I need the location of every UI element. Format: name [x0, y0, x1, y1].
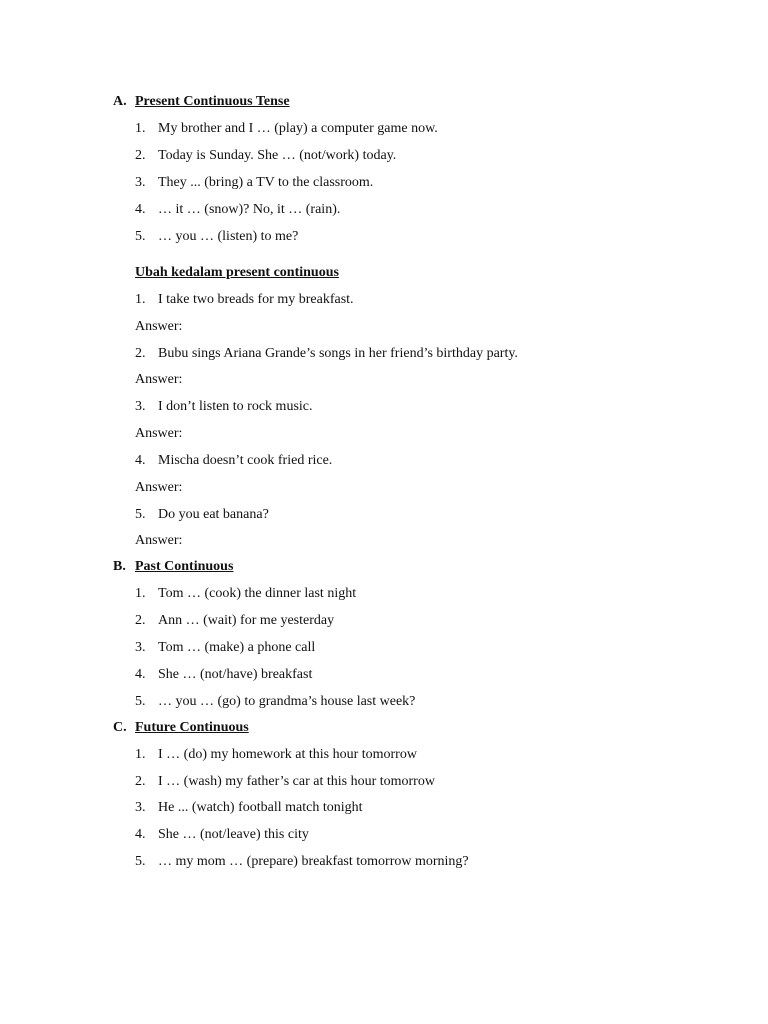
answer-label: Answer:	[135, 319, 183, 334]
item-number: 5.	[135, 229, 146, 244]
answer-label: Answer:	[135, 480, 183, 495]
item-number: 1.	[135, 292, 146, 307]
item-number: 3.	[135, 175, 146, 190]
list-item	[135, 667, 312, 683]
list-item	[135, 586, 356, 602]
list-item	[135, 774, 435, 790]
item-text: I take two breads for my breakfast.	[158, 292, 354, 307]
item-text: Mischa doesn’t cook fried rice.	[158, 453, 333, 468]
item-text: Ann … (wait) for me yesterday	[158, 613, 335, 628]
list-item	[135, 148, 396, 164]
item-number: 5.	[135, 854, 146, 869]
section-b-heading	[113, 559, 233, 575]
item-number: 2.	[135, 774, 146, 789]
item-number: 2.	[135, 613, 146, 628]
item-number: 3.	[135, 640, 146, 655]
list-item	[135, 399, 313, 415]
item-text: … you … (go) to grandma’s house last week?	[158, 694, 416, 709]
list-item	[135, 292, 354, 308]
list-item	[135, 121, 438, 137]
answer-label: Answer:	[135, 426, 183, 441]
list-item	[135, 827, 309, 843]
section-letter: A.	[113, 94, 127, 109]
list-item	[135, 175, 373, 191]
section-letter: C.	[113, 720, 127, 735]
item-text: I don’t listen to rock music.	[158, 399, 313, 414]
item-number: 3.	[135, 800, 146, 815]
item-number: 2.	[135, 346, 146, 361]
section-letter: B.	[113, 559, 126, 574]
item-number: 4.	[135, 667, 146, 682]
list-item	[135, 507, 269, 523]
item-text: My brother and I … (play) a computer game now.	[158, 121, 438, 136]
item-number: 2.	[135, 148, 146, 163]
list-item	[135, 854, 469, 870]
item-text: … it … (snow)? No, it … (rain).	[158, 202, 341, 217]
subsection-title: Ubah kedalam present continuous	[135, 265, 339, 280]
item-text: … you … (listen) to me?	[158, 229, 299, 244]
item-text: Do you eat banana?	[158, 507, 269, 522]
item-text: He ... (watch) football match tonight	[158, 800, 363, 815]
list-item	[135, 694, 415, 710]
item-number: 1.	[135, 586, 146, 601]
item-text: Bubu sings Ariana Grande’s songs in her friend’s birthday party.	[158, 346, 518, 361]
section-title: Future Continuous	[135, 720, 249, 735]
item-text: I … (wash) my father’s car at this hour tomorrow	[158, 774, 435, 789]
item-number: 3.	[135, 399, 146, 414]
item-text: Today is Sunday. She … (not/work) today.	[158, 148, 397, 163]
section-c-heading	[113, 720, 249, 736]
list-item	[135, 202, 340, 218]
item-text: She … (not/have) breakfast	[158, 667, 313, 682]
item-text: … my mom … (prepare) breakfast tomorrow morning?	[158, 854, 469, 869]
list-item	[135, 229, 298, 245]
list-item	[135, 453, 332, 469]
list-item	[135, 747, 417, 763]
item-number: 5.	[135, 694, 146, 709]
item-text: Tom … (cook) the dinner last night	[158, 586, 357, 601]
list-item	[135, 800, 363, 816]
item-number: 4.	[135, 453, 146, 468]
item-text: I … (do) my homework at this hour tomorrow	[158, 747, 417, 762]
section-a-heading	[113, 94, 290, 110]
item-number: 1.	[135, 121, 146, 136]
answer-label: Answer:	[135, 372, 183, 387]
list-item	[135, 346, 518, 362]
section-title: Past Continuous	[135, 559, 234, 574]
item-number: 5.	[135, 507, 146, 522]
item-text: She … (not/leave) this city	[158, 827, 309, 842]
item-number: 4.	[135, 202, 146, 217]
item-text: They ... (bring) a TV to the classroom.	[158, 175, 374, 190]
section-title: Present Continuous Tense	[135, 94, 290, 109]
item-number: 4.	[135, 827, 146, 842]
item-text: Tom … (make) a phone call	[158, 640, 316, 655]
item-number: 1.	[135, 747, 146, 762]
list-item	[135, 613, 334, 629]
answer-label: Answer:	[135, 533, 183, 548]
list-item	[135, 640, 315, 656]
